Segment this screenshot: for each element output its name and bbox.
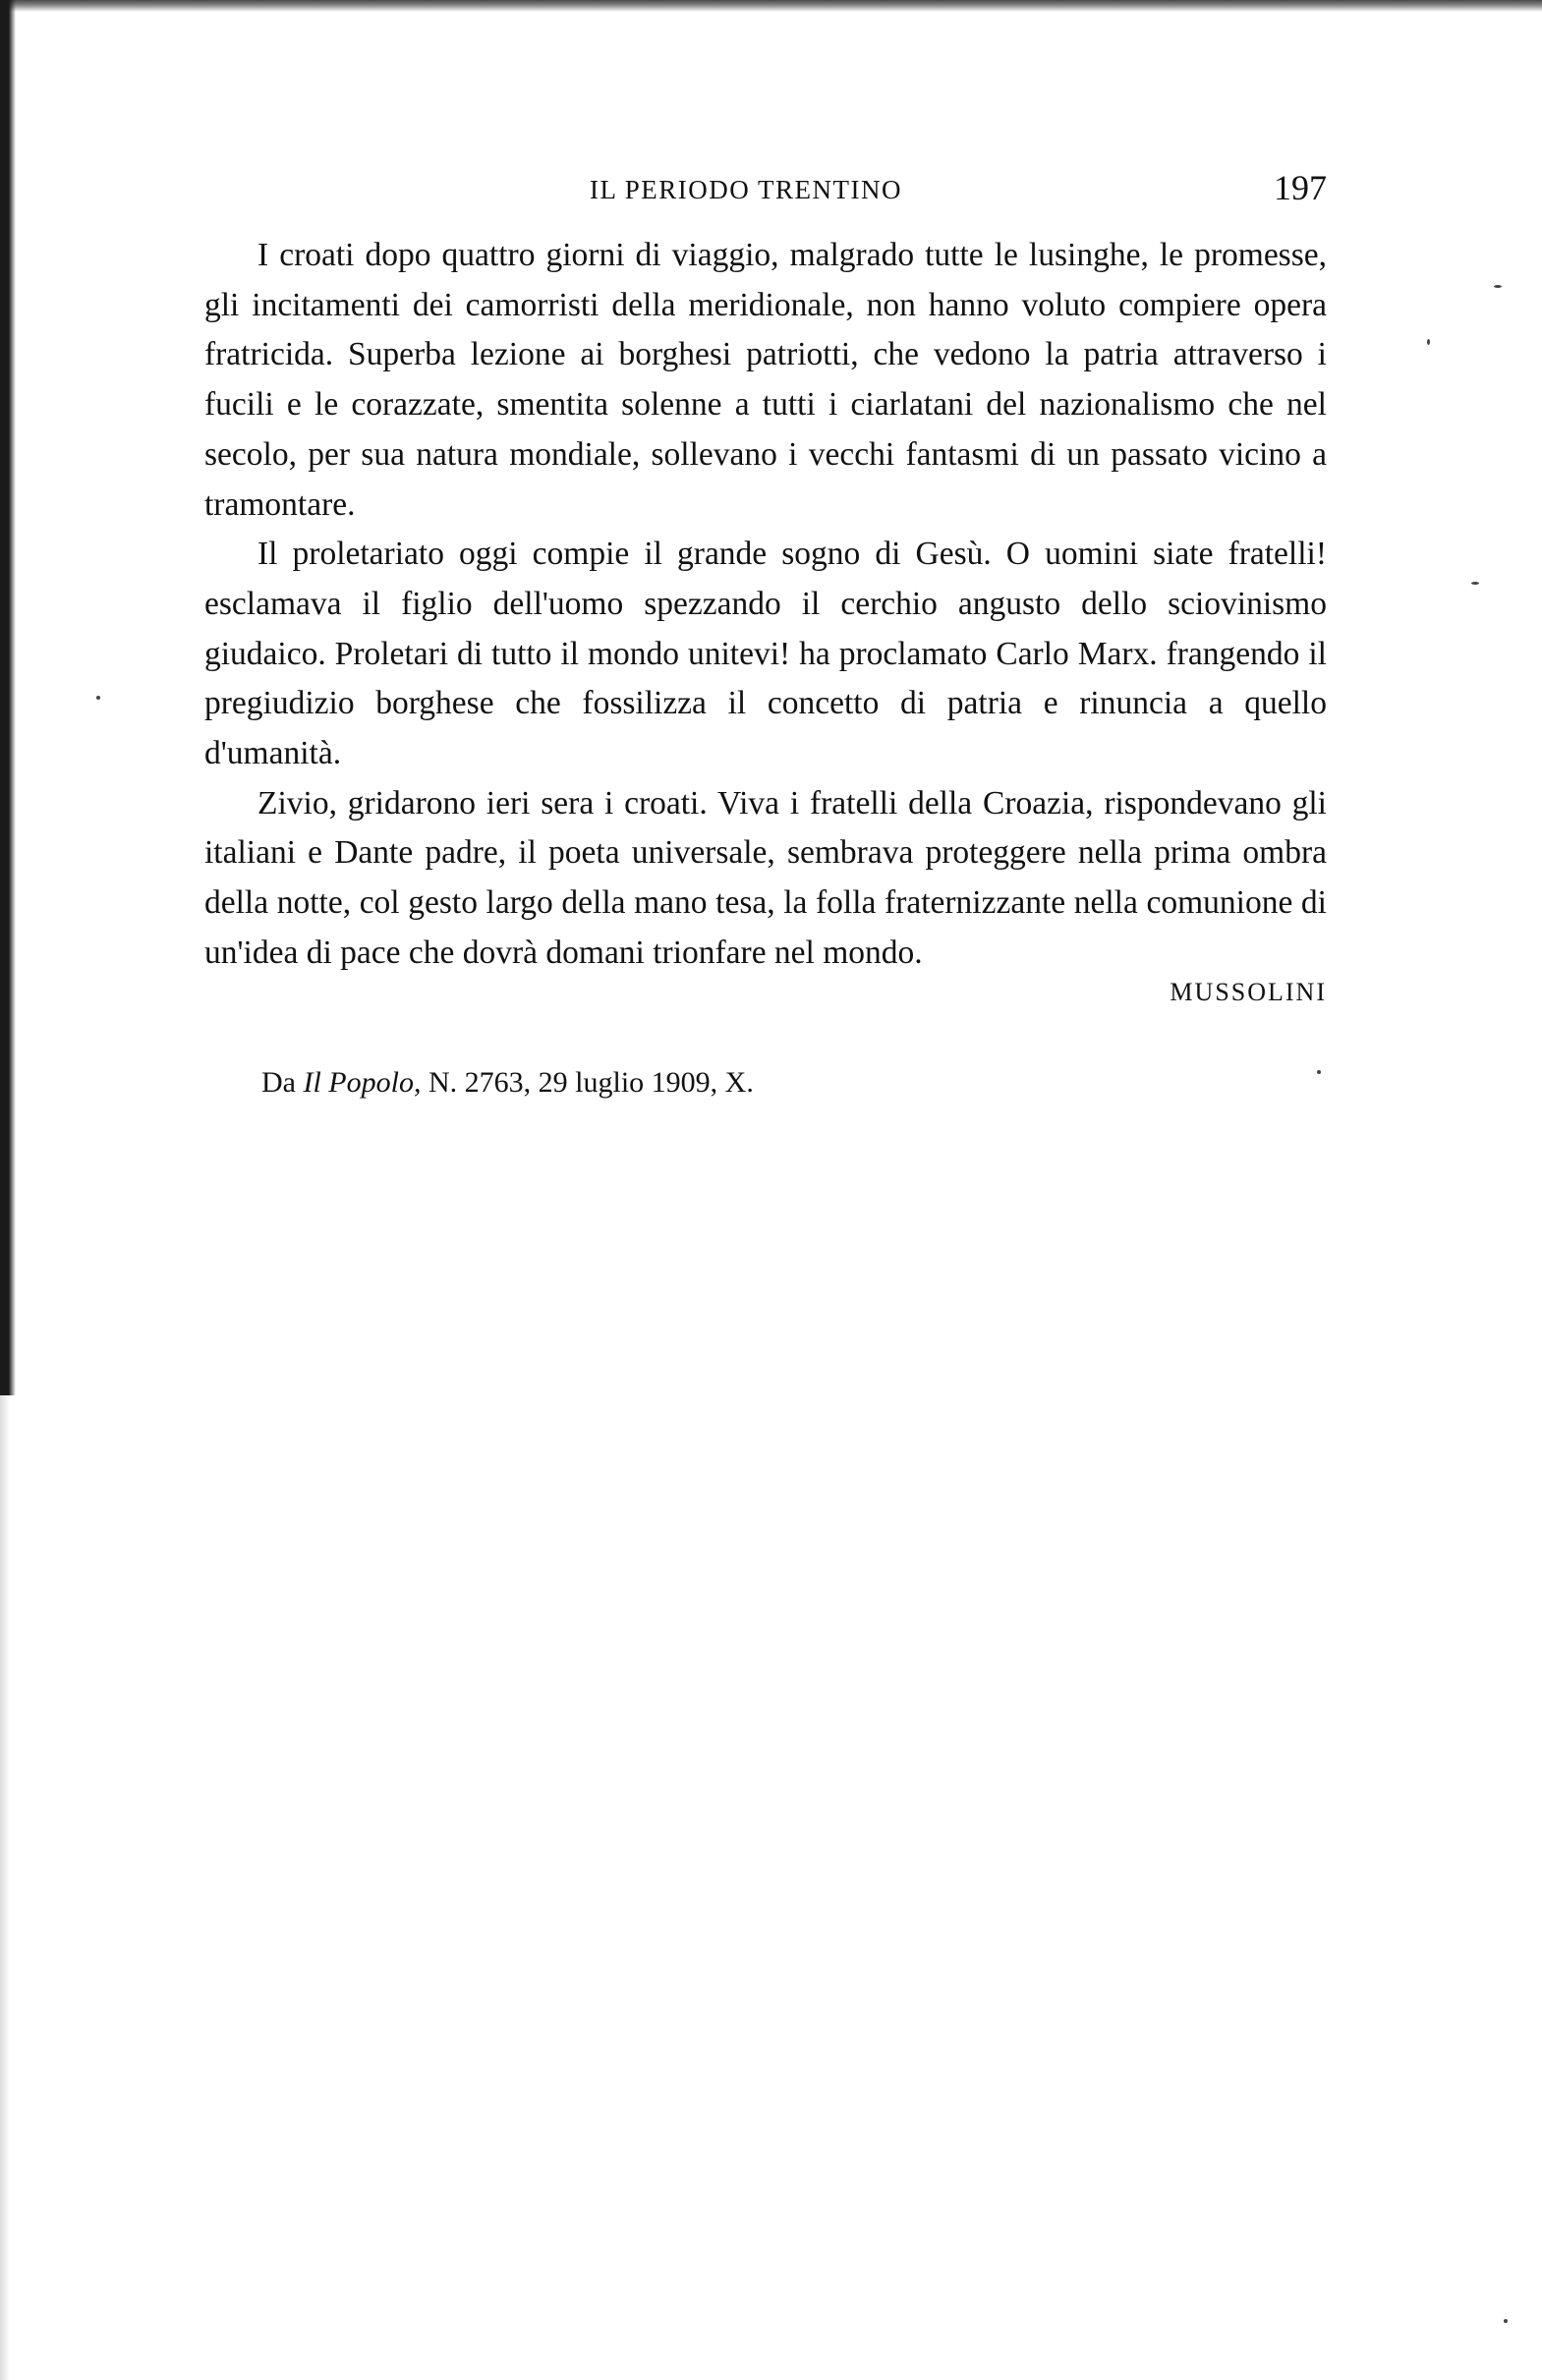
paragraph: Zivio, gridarono ieri sera i croati. Viva i fratelli della Croazia, rispondevano gli italiani e Dante padre, il poeta universale, sembrava proteggere nella prima ombra della notte, col gesto largo della mano tesa, la folla fraternizzante nella comunione di un'idea di pace che dovrà domani trionfare nel mondo.: [204, 784, 1327, 971]
scan-left-fade: [0, 1395, 10, 2380]
source-prefix: Da: [261, 1066, 296, 1099]
source-details: N. 2763, 29 luglio 1909, X.: [428, 1066, 754, 1099]
author-signature: MUSSOLINI: [1170, 978, 1327, 1006]
running-head: [204, 167, 1327, 216]
body-text: [204, 231, 1327, 979]
scan-speck: [1317, 1070, 1321, 1074]
source-publication: Il Popolo,: [303, 1066, 422, 1099]
paragraph: I croati dopo quattro giorni di viaggio, malgrado tutte le lusinghe, le promesse, gli incitamenti dei camorristi della meridionale, non hanno voluto compiere opera fratricida. Superba lezione ai borghesi patriotti, che vedono la patria attraverso i fucili e le corazzate, smentita solenne a tutti i ciarlatani del nazionalismo che nel secolo, per sua natura mondiale, sollevano i vecchi fantasmi di un passato vicino a tramontare.: [204, 237, 1327, 523]
scan-speck: [1471, 582, 1479, 585]
scan-speck: [1427, 339, 1430, 345]
scan-speck: [96, 696, 100, 700]
page-number: 197: [1274, 168, 1327, 207]
scan-speck: [1494, 285, 1502, 288]
scan-top-edge: [0, 0, 1542, 12]
scan-speck: [1504, 2319, 1508, 2323]
scan-left-edge: [0, 0, 16, 1395]
running-title: IL PERIODO TRENTINO: [590, 175, 902, 204]
paragraph: Il proletariato oggi compie il grande sogno di Gesù. O uomini siate fratelli! esclamava il figlio dell'uomo spezzando il cerchio angusto dello sciovinismo giudaico. Proletari di tutto il mondo unitevi! ha proclamato Carlo Marx. frangendo il pregiudizio borghese che fossilizza il concetto di patria e rinuncia a quello d'umanità.: [204, 536, 1327, 772]
source-citation: [261, 1066, 754, 1100]
